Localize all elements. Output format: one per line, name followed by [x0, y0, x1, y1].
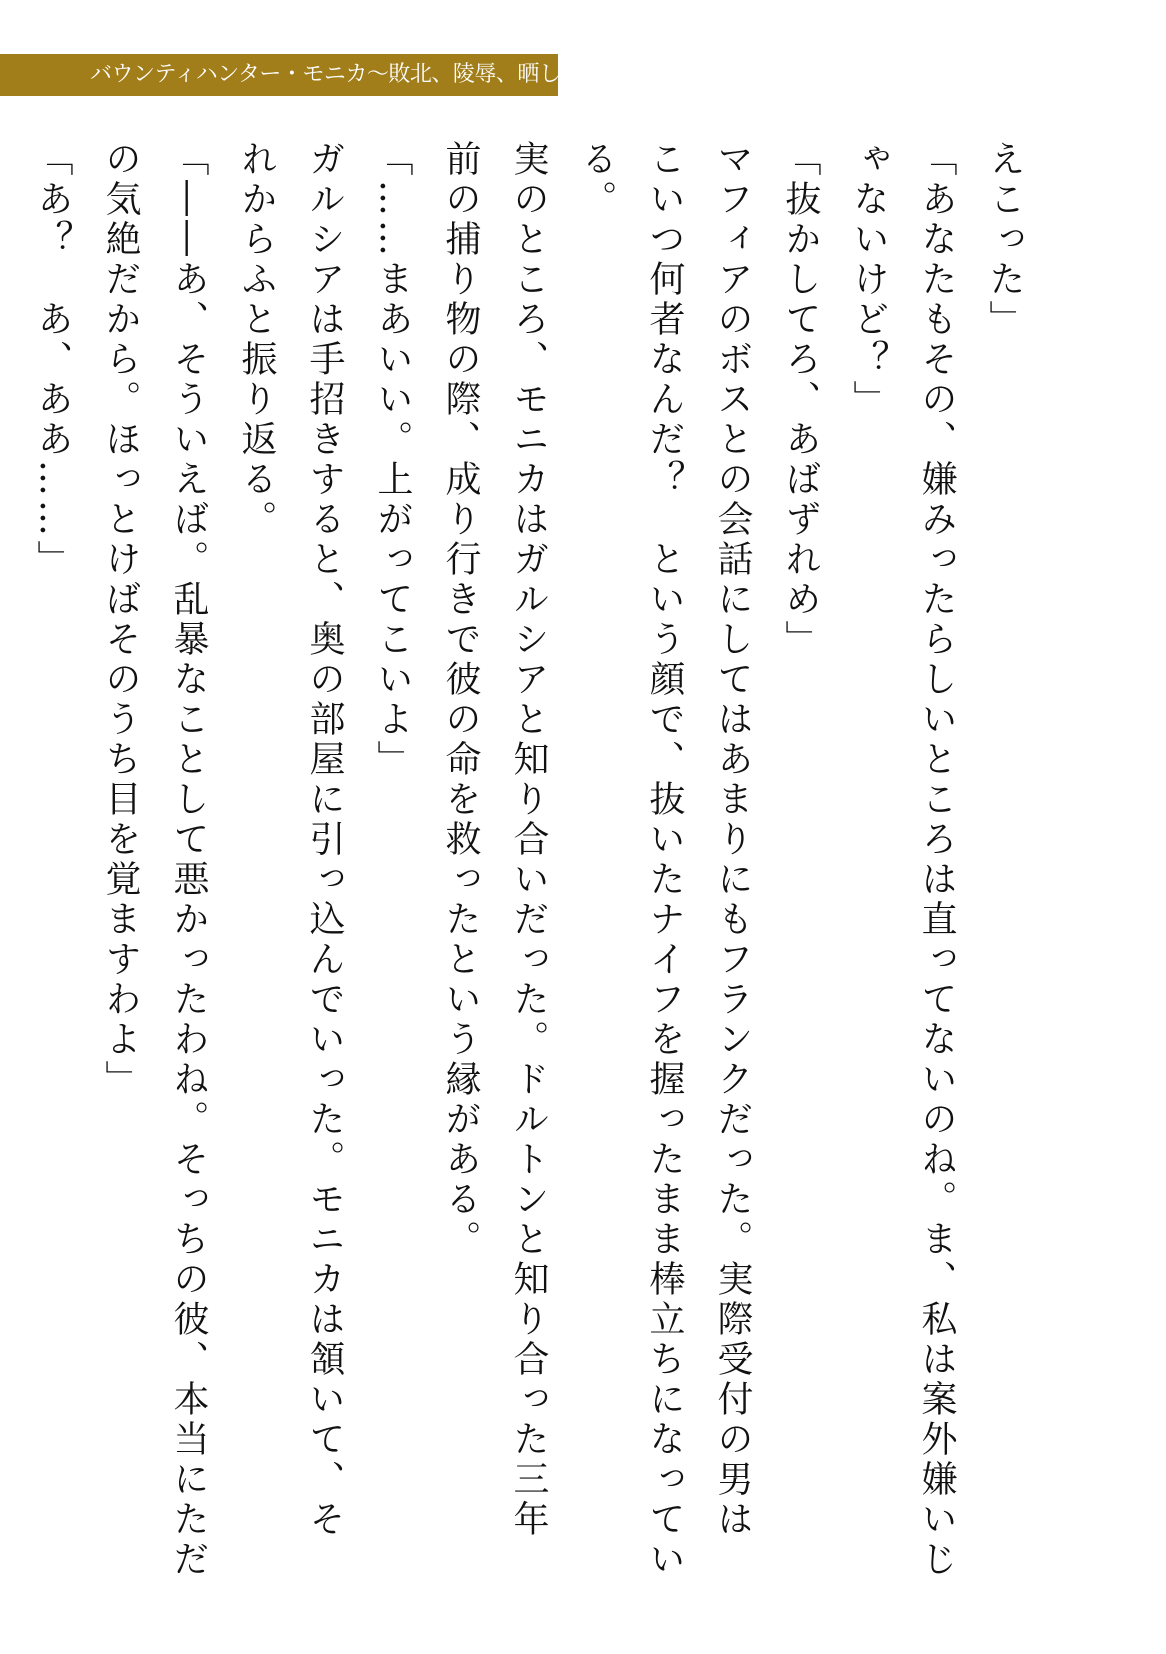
text-line: 前の捕り物の際、成り行きで彼の命を救ったという縁がある。 — [440, 140, 481, 1260]
text-line: マフィアのボスとの会話にしてはあまりにもフランクだった。実際受付の男は — [712, 140, 753, 1540]
text-line: ガルシアは手招きすると、奥の部屋に引っ込んでいった。モニカは頷いて、そ — [304, 140, 345, 1540]
text-line: 実のところ、モニカはガルシアと知り合いだった。ドルトンと知り合った三年 — [508, 140, 549, 1540]
text-line: の気絶だから。ほっとけばそのうち目を覚ますわよ」 — [100, 140, 141, 1100]
body-text — [18, 140, 1038, 1580]
text-line: 「抜かしてろ、あばずれめ」 — [780, 140, 821, 660]
text-line: 「あ？ あ、ああ……」 — [32, 140, 73, 580]
text-line: 「……まあいい。上がってこいよ」 — [372, 140, 413, 780]
header-title: バウンティハンター・モニカ〜敗北、陵辱、晒し者〜 — [90, 62, 604, 87]
text-line: 「――あ、そういえば。乱暴なことして悪かったわね。そっちの彼、本当にただ — [168, 140, 209, 1580]
text-line: れからふと振り返る。 — [236, 140, 277, 540]
header-bar — [0, 54, 604, 96]
text-line: 「あなたもその、嫌みったらしいところは直ってないのね。ま、私は案外嫌いじ — [916, 140, 957, 1580]
text-line: こいつ何者なんだ？ という顔で、抜いたナイフを握ったまま棒立ちになってい — [644, 140, 685, 1580]
text-line: る。 — [576, 140, 617, 220]
text-line: えこった」 — [984, 140, 1025, 340]
text-line: ゃないけど？」 — [848, 140, 889, 420]
